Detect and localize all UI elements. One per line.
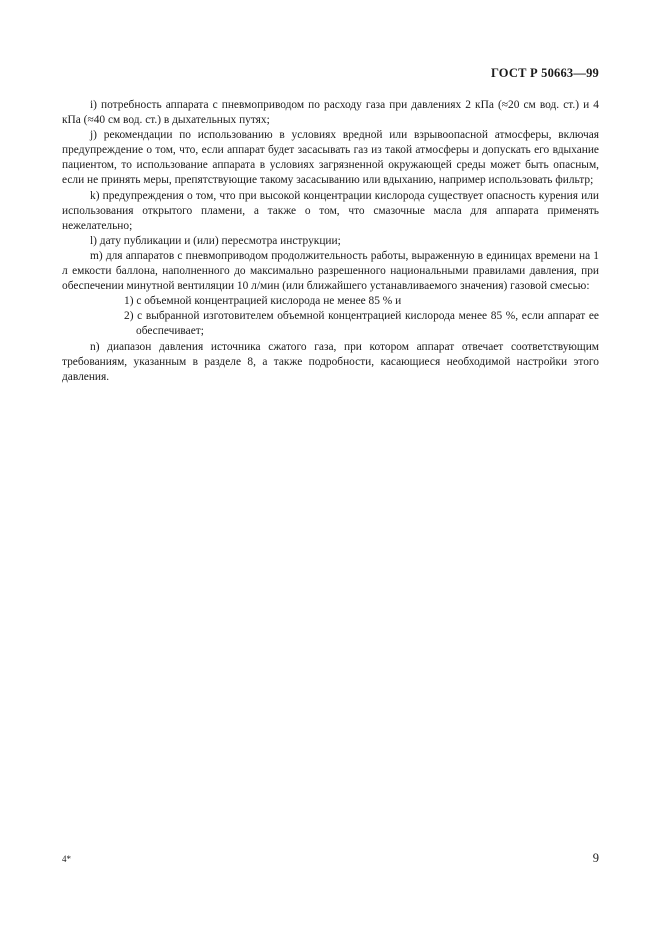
page-header: ГОСТ Р 50663—99 xyxy=(490,66,599,80)
page-number: 9 xyxy=(592,851,599,865)
paragraph-k: k) предупреждения о том, что при высокой концентрации кислорода существует опасность курения или использования открытого пламени, а также о том, что смазочные масла для аппарата применять нежелательно; xyxy=(62,189,599,232)
subitem-m-1: 1) с объемной концентрацией кислорода не менее 85 % и xyxy=(124,295,402,308)
subitem-m-2: 2) с выбранной изготовителем объемной концентрацией кислорода менее 85 %, если аппарат ее обеспечивает; xyxy=(124,310,599,338)
paragraph-i: i) потребность аппарата с пневмоприводом по расходу газа при давлениях 2 кПа (≈20 см вод. ст.) и 4 кПа (≈40 см вод. ст.) в дыхательных путях; xyxy=(62,99,599,127)
footer-mark: 4* xyxy=(62,854,71,864)
paragraph-n: n) диапазон давления источника сжатого газа, при котором аппарат отвечает соответствующим требованиям, указанным в разделе 8, а также подробности, касающиеся необходимой настройки этого давления. xyxy=(62,340,599,383)
paragraph-j: j) рекомендации по использованию в условиях вредной или взрывоопасной атмосферы, включая предупреждение о том, что, если аппарат будет засасывать газ из такой атмосферы и допускать его вдыхание пациентом, то использование аппарата в условиях загрязненной окружающей среды может быть опасным, если не принять меры, препятствующие такому засасыванию или вдыханию, например использовать фильтр; xyxy=(62,129,599,187)
paragraph-m: m) для аппаратов с пневмоприводом продолжительность работы, выраженную в единицах времени на 1 л емкости баллона, наполненного до максимально разрешенного национальными правилами давления, при обеспечении минутной вентиляции 10 л/мин (или ближайшего устанавливаемого значения) газовой смесью: xyxy=(62,249,599,293)
document-body xyxy=(62,98,599,385)
paragraph-l: l) дату публикации и (или) пересмотра инструкции; xyxy=(90,234,341,247)
